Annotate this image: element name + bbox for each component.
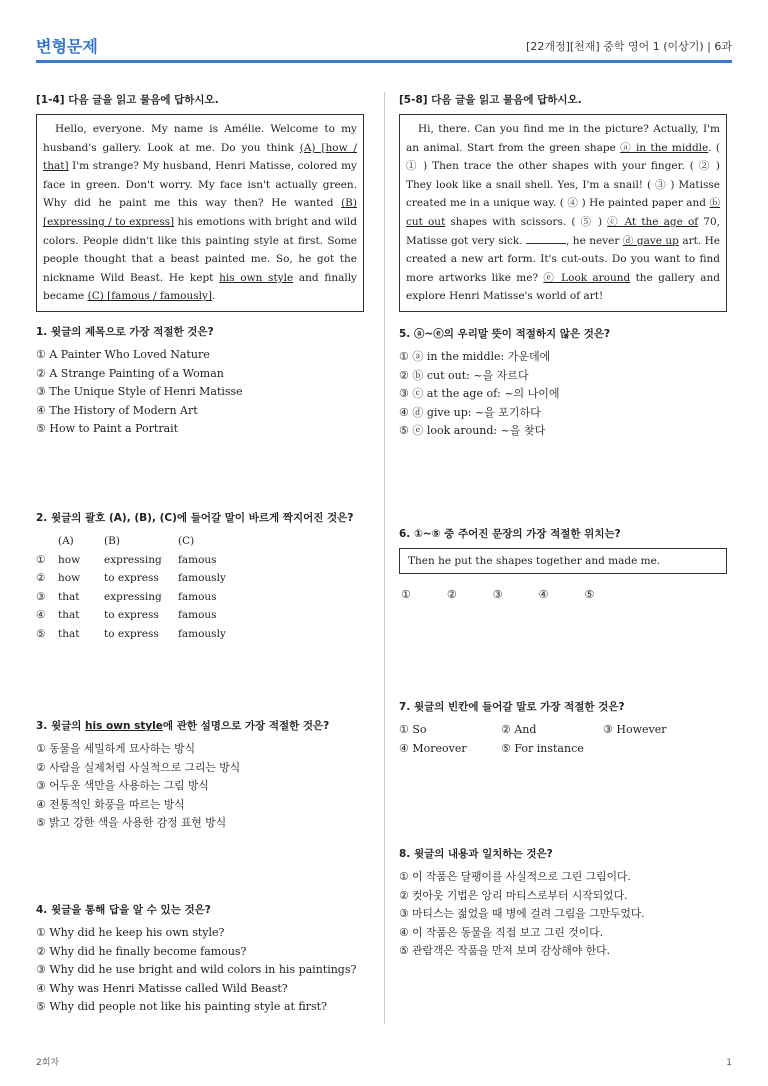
answer-option[interactable]: ② Why did he finally become famous? [36,944,247,958]
passage-text: the gallery and explore Henri Matisse's world of art! [406,271,720,303]
column-header: (C) [178,534,195,547]
passage-5-8 [399,114,727,312]
choice-cell: famous [178,553,217,566]
question-heading: 6. ①~⑤ 중 주어진 문장의 가장 적절한 위치는? [399,527,621,540]
question-heading-text: 에 관한 설명으로 가장 적절한 것은? [162,719,330,732]
page-title: 변형문제 [36,37,98,56]
passage-text: shapes with scissors. ( ⑤ ) [445,215,608,228]
answer-option[interactable]: ① [401,587,411,601]
passage-text: Hello, everyone. My name is Amélie. Welcome to my husband's gallery. Look at me. Do you think [43,123,357,154]
answer-option[interactable]: ① So [399,722,427,736]
choice-cell: expressing [104,553,162,566]
passage-underline-a: ⓐ in the middle [620,141,709,154]
passage-underline-d: ⓓ gave up [622,234,679,247]
answer-option[interactable]: ① A Painter Who Loved Nature [36,347,210,361]
answer-option[interactable]: ④ ⓓ give up: ~을 포기하다 [399,405,541,419]
passage-text: . ( ① ) Then trace the other shapes with your finger. ( ② ) They look like a snail shell. Yes, I'm a snail! ( ③ ) Matisse created me in a unique way. ( ④ ) He painted paper and [406,141,720,210]
choice-cell: famously [178,572,226,585]
choice-row[interactable] [36,551,230,570]
answer-option[interactable]: ③ ⓒ at the age of: ~의 나이에 [399,387,560,401]
question-3 [36,718,364,902]
passage-text: I'm strange? My husband, Henri Matisse, colored my face in green. Don't worry. My face isn't actually green. Why did he paint me this way then? He wanted [43,160,357,210]
given-sentence-box: Then he put the shapes together and made me. [399,548,727,574]
passage-underline-a: (A) [how / that] [43,141,357,173]
answer-option[interactable]: ④ [538,587,549,601]
choice-cell: how [58,553,81,566]
question-heading [36,718,364,733]
column-header: (B) [104,534,120,547]
passage-text: Hi, there. Can you find me in the picture? Actually, I'm an animal. Start from the green shape [406,123,720,154]
page-number: 1 [726,1058,732,1068]
question-heading-text: 3. 윗글의 [36,719,86,732]
passage-underline-c: (C) [famous / famously] [87,290,213,303]
answer-option[interactable]: ④ 이 작품은 동물을 직접 보고 그린 것이다. [399,925,604,939]
set-heading-5-8: [5-8] 다음 글을 읽고 물음에 답하시오. [399,94,582,106]
column-divider [384,92,385,1024]
answer-option[interactable]: ② ⓑ cut out: ~을 자르다 [399,368,529,382]
question-heading: 8. 윗글의 내용과 일치하는 것은? [399,847,553,860]
passage-text: 70, Matisse got very sick. [406,215,720,247]
answer-option[interactable]: ③ [492,587,503,601]
passage-underline-style: his own style [219,271,294,284]
page-subtitle: [22개정][천재] 중학 영어 1 (이상기) | 6과 [526,40,732,53]
answer-option[interactable]: ⑤ Why did people not like his painting style at first? [36,1000,327,1014]
passage-text: and finally became [43,271,357,303]
choice-cell: to express [104,572,159,585]
question-7 [399,699,727,846]
answer-option[interactable]: ② [446,587,457,601]
right-column [399,92,727,961]
answer-option[interactable]: ④ Why was Henri Matisse called Wild Beast? [36,981,288,995]
answer-option[interactable]: ④ The History of Modern Art [36,403,198,417]
question-heading: 2. 윗글의 괄호 (A), (B), (C)에 들어갈 말이 바르게 짝지어진 것은? [36,511,354,524]
question-heading: 5. ⓐ~ⓔ의 우리말 뜻이 적절하지 않은 것은? [399,327,611,340]
question-2 [36,510,364,718]
answer-option[interactable]: ① ⓐ in the middle: 가운데에 [399,349,551,363]
answer-option[interactable]: ⑤ ⓔ look around: ~을 찾다 [399,424,546,438]
answer-row [399,721,727,740]
choice-row[interactable] [36,588,230,607]
passage-text: , he never [566,234,623,247]
answer-option[interactable]: ① Why did he keep his own style? [36,925,225,939]
choice-number: ③ [36,590,46,603]
answer-blank [526,233,566,244]
answer-option[interactable]: ③ Why did he use bright and wild colors in his paintings? [36,963,357,977]
choice-number: ① [36,553,46,566]
column-header: (A) [58,534,74,547]
choice-row[interactable] [36,625,230,644]
set-heading-1-4: [1-4] 다음 글을 읽고 물음에 답하시오. [36,94,219,106]
choice-cell: that [58,590,80,603]
choice-row[interactable] [36,569,230,588]
choice-cell: that [58,627,80,640]
answer-option[interactable]: ⑤ [584,587,595,601]
choice-cell: to express [104,627,159,640]
position-options [399,588,727,601]
choice-cell: expressing [104,590,162,603]
answer-option[interactable]: ③ The Unique Style of Henri Matisse [36,385,243,399]
answer-option[interactable]: ③ 마티스는 젊었을 때 병에 걸려 그림을 그만두었다. [399,907,645,921]
header-rule [36,60,732,63]
passage-text: art. He created a new art form. It's cut-outs. Do you want to find more artworks like me? [406,234,720,284]
choice-cell: famous [178,609,217,622]
question-6 [399,526,727,699]
answer-option[interactable]: ① 동물을 세밀하게 묘사하는 방식 [36,741,195,755]
question-5 [399,326,727,526]
question-1 [36,324,364,510]
footer-round-label: 2회차 [36,1058,60,1068]
answer-option[interactable]: ② 컷아웃 기법은 앙리 마티스로부터 시작되었다. [399,888,628,902]
answer-option[interactable]: ② And [501,722,537,736]
answer-option[interactable]: ② A Strange Painting of a Woman [36,366,224,380]
choice-cell: that [58,609,80,622]
answer-option[interactable]: ⑤ 밝고 강한 색을 사용한 감정 표현 방식 [36,816,227,830]
choice-number: ④ [36,609,46,622]
choice-cell: famously [178,627,226,640]
choice-table [36,532,230,644]
choice-cell: famous [178,590,217,603]
choice-table-header [36,532,230,551]
choice-cell: to express [104,609,159,622]
left-column [36,92,364,1017]
answer-option[interactable]: ③ 어두운 색만을 사용하는 그림 방식 [36,779,209,793]
question-heading: 7. 윗글의 빈칸에 들어갈 말로 가장 적절한 것은? [399,700,625,713]
choice-cell: how [58,572,81,585]
answer-option[interactable]: ② 사람을 실제처럼 사실적으로 그리는 방식 [36,760,241,774]
choice-number: ⑤ [36,627,46,640]
choice-number: ② [36,572,46,585]
answer-row [399,740,727,759]
passage-underline-e: ⓔ Look around [543,271,631,284]
answer-option[interactable]: ④ 전통적인 화풍을 따르는 방식 [36,797,185,811]
passage-underline-b: (B) [expressing / to express] [43,197,357,228]
choice-row[interactable] [36,606,230,625]
answer-option[interactable]: ⑤ For instance [501,741,584,755]
question-heading-underline: his own style [85,719,163,732]
answer-option[interactable]: ⑤ How to Paint a Portrait [36,422,179,436]
question-8 [399,846,727,961]
passage-underline-c: ⓒ At the age of [607,215,699,228]
passage-underline-b: ⓑ cut out [406,197,720,228]
answer-option[interactable]: ⑤ 관람객은 작품을 만져 보며 감상해야 한다. [399,944,611,958]
passage-text: his emotions with bright and wild colors. People didn't like this painting style at first. Some people thought that a beast painted me. So, he got the nickname Wild Beast. He kept [43,215,357,284]
passage-text: . [212,290,216,303]
answer-option[interactable]: ④ Moreover [399,741,467,755]
question-heading: 1. 윗글의 제목으로 가장 적절한 것은? [36,325,214,338]
answer-option[interactable]: ③ However [603,722,667,736]
question-4 [36,902,364,1017]
passage-1-4 [36,114,364,312]
answer-option[interactable]: ① 이 작품은 달팽이를 사실적으로 그린 그림이다. [399,869,631,883]
question-heading: 4. 윗글을 통해 답을 알 수 있는 것은? [36,903,211,916]
